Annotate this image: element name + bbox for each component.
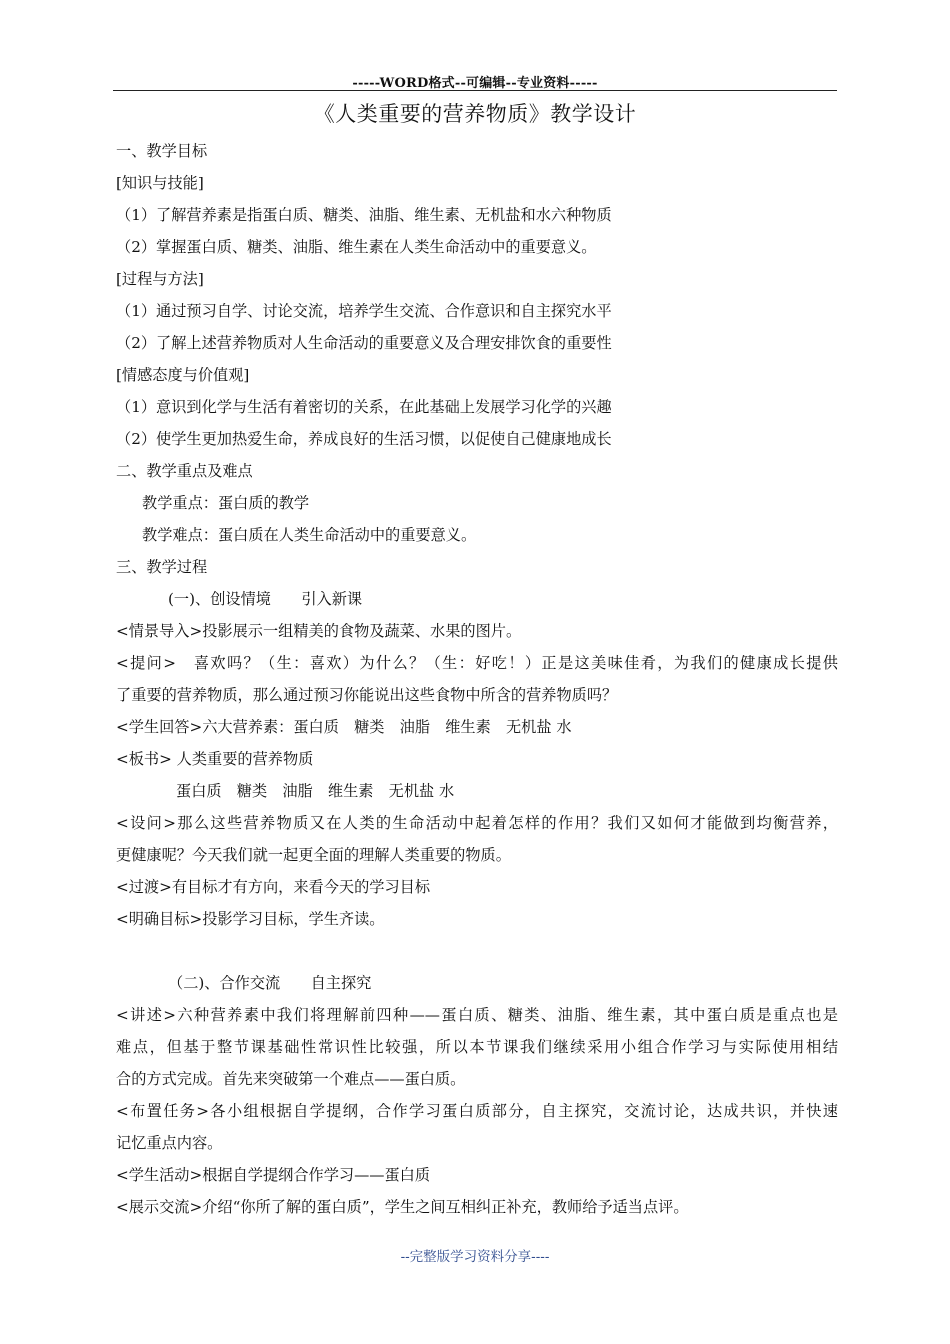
subsection-heading: （二)、合作交流 自主探究 [168, 974, 372, 992]
paragraph-line: 教学难点：蛋白质在人类生命活动中的重要意义。 [142, 526, 477, 544]
section-heading-process: 三、教学过程 [116, 558, 208, 576]
paragraph-line: <提问> 喜欢吗？（生：喜欢）为什么？（生：好吃！）正是这美味佳肴，为我们的健康成长提供 [116, 654, 838, 672]
paragraph-line: 更健康呢？今天我们就一起更全面的理解人类重要的物质。 [116, 846, 511, 864]
page-footer: --完整版学习资料分享---- [400, 1249, 550, 1265]
paragraph-line: （1）了解营养素是指蛋白质、糖类、油脂、维生素、无机盐和水六种物质 [116, 206, 612, 224]
paragraph-line: <设问>那么这些营养物质又在人类的生命活动中起着怎样的作用？我们又如何才能做到均衡营养， [116, 814, 838, 832]
paragraph-line: （2）掌握蛋白质、糖类、油脂、维生素在人类生命活动中的重要意义。 [116, 238, 597, 256]
page-header: -----WORD格式--可编辑--专业资料----- [352, 76, 598, 91]
paragraph-line: （2）了解上述营养物质对人生命活动的重要意义及合理安排饮食的重要性 [116, 334, 612, 352]
paragraph-line: （2）使学生更加热爱生命，养成良好的生活习惯，以促使自己健康地成长 [116, 430, 612, 448]
subheading-attitude: [情感态度与价值观] [116, 366, 250, 384]
paragraph-line: 了重要的营养物质，那么通过预习你能说出这些食物中所含的营养物质吗？ [116, 686, 618, 704]
paragraph-line: 蛋白质 糖类 油脂 维生素 无机盐 水 [176, 782, 455, 800]
subheading-knowledge: [知识与技能] [116, 174, 204, 192]
document-body [116, 135, 838, 1223]
subsection-heading: (一)、创设情境 引入新课 [168, 590, 363, 608]
section-heading-key-points: 二、教学重点及难点 [116, 462, 253, 480]
paragraph-line: <讲述>六种营养素中我们将理解前四种——蛋白质、糖类、油脂、维生素，其中蛋白质是重点也是 [116, 1006, 838, 1024]
section-heading-objectives: 一、教学目标 [116, 142, 208, 160]
paragraph-line: 教学重点：蛋白质的教学 [142, 494, 310, 512]
paragraph-line: <布置任务>各小组根据自学提纲，合作学习蛋白质部分，自主探究，交流讨论，达成共识，并快速 [116, 1102, 838, 1120]
subheading-process: [过程与方法] [116, 270, 204, 288]
header-divider [113, 90, 837, 91]
paragraph-line: <展示交流>介绍“你所了解的蛋白质”，学生之间互相纠正补充，教师给予适当点评。 [116, 1198, 689, 1216]
paragraph-line: <情景导入>投影展示一组精美的食物及蔬菜、水果的图片。 [116, 622, 522, 640]
document-title: 《人类重要的营养物质》教学设计 [313, 102, 637, 126]
paragraph-line: 难点，但基于整节课基础性常识性比较强，所以本节课我们继续采用小组合作学习与实际使用相结 [116, 1038, 838, 1056]
paragraph-line: 合的方式完成。首先来突破第一个难点——蛋白质。 [116, 1070, 466, 1088]
paragraph-line: （1）通过预习自学、讨论交流，培养学生交流、合作意识和自主探究水平 [116, 302, 612, 320]
paragraph-line: （1）意识到化学与生活有着密切的关系，在此基础上发展学习化学的兴趣 [116, 398, 612, 416]
paragraph-line: <明确目标>投影学习目标，学生齐读。 [116, 910, 385, 928]
paragraph-line: 记忆重点内容。 [116, 1134, 223, 1152]
blank-line [116, 935, 838, 967]
paragraph-line: <板书> 人类重要的营养物质 [116, 750, 314, 768]
paragraph-line: <学生活动>根据自学提纲合作学习——蛋白质 [116, 1166, 431, 1184]
paragraph-line: <过渡>有目标才有方向，来看今天的学习目标 [116, 878, 431, 896]
paragraph-line: <学生回答>六大营养素：蛋白质 糖类 油脂 维生素 无机盐 水 [116, 718, 572, 736]
